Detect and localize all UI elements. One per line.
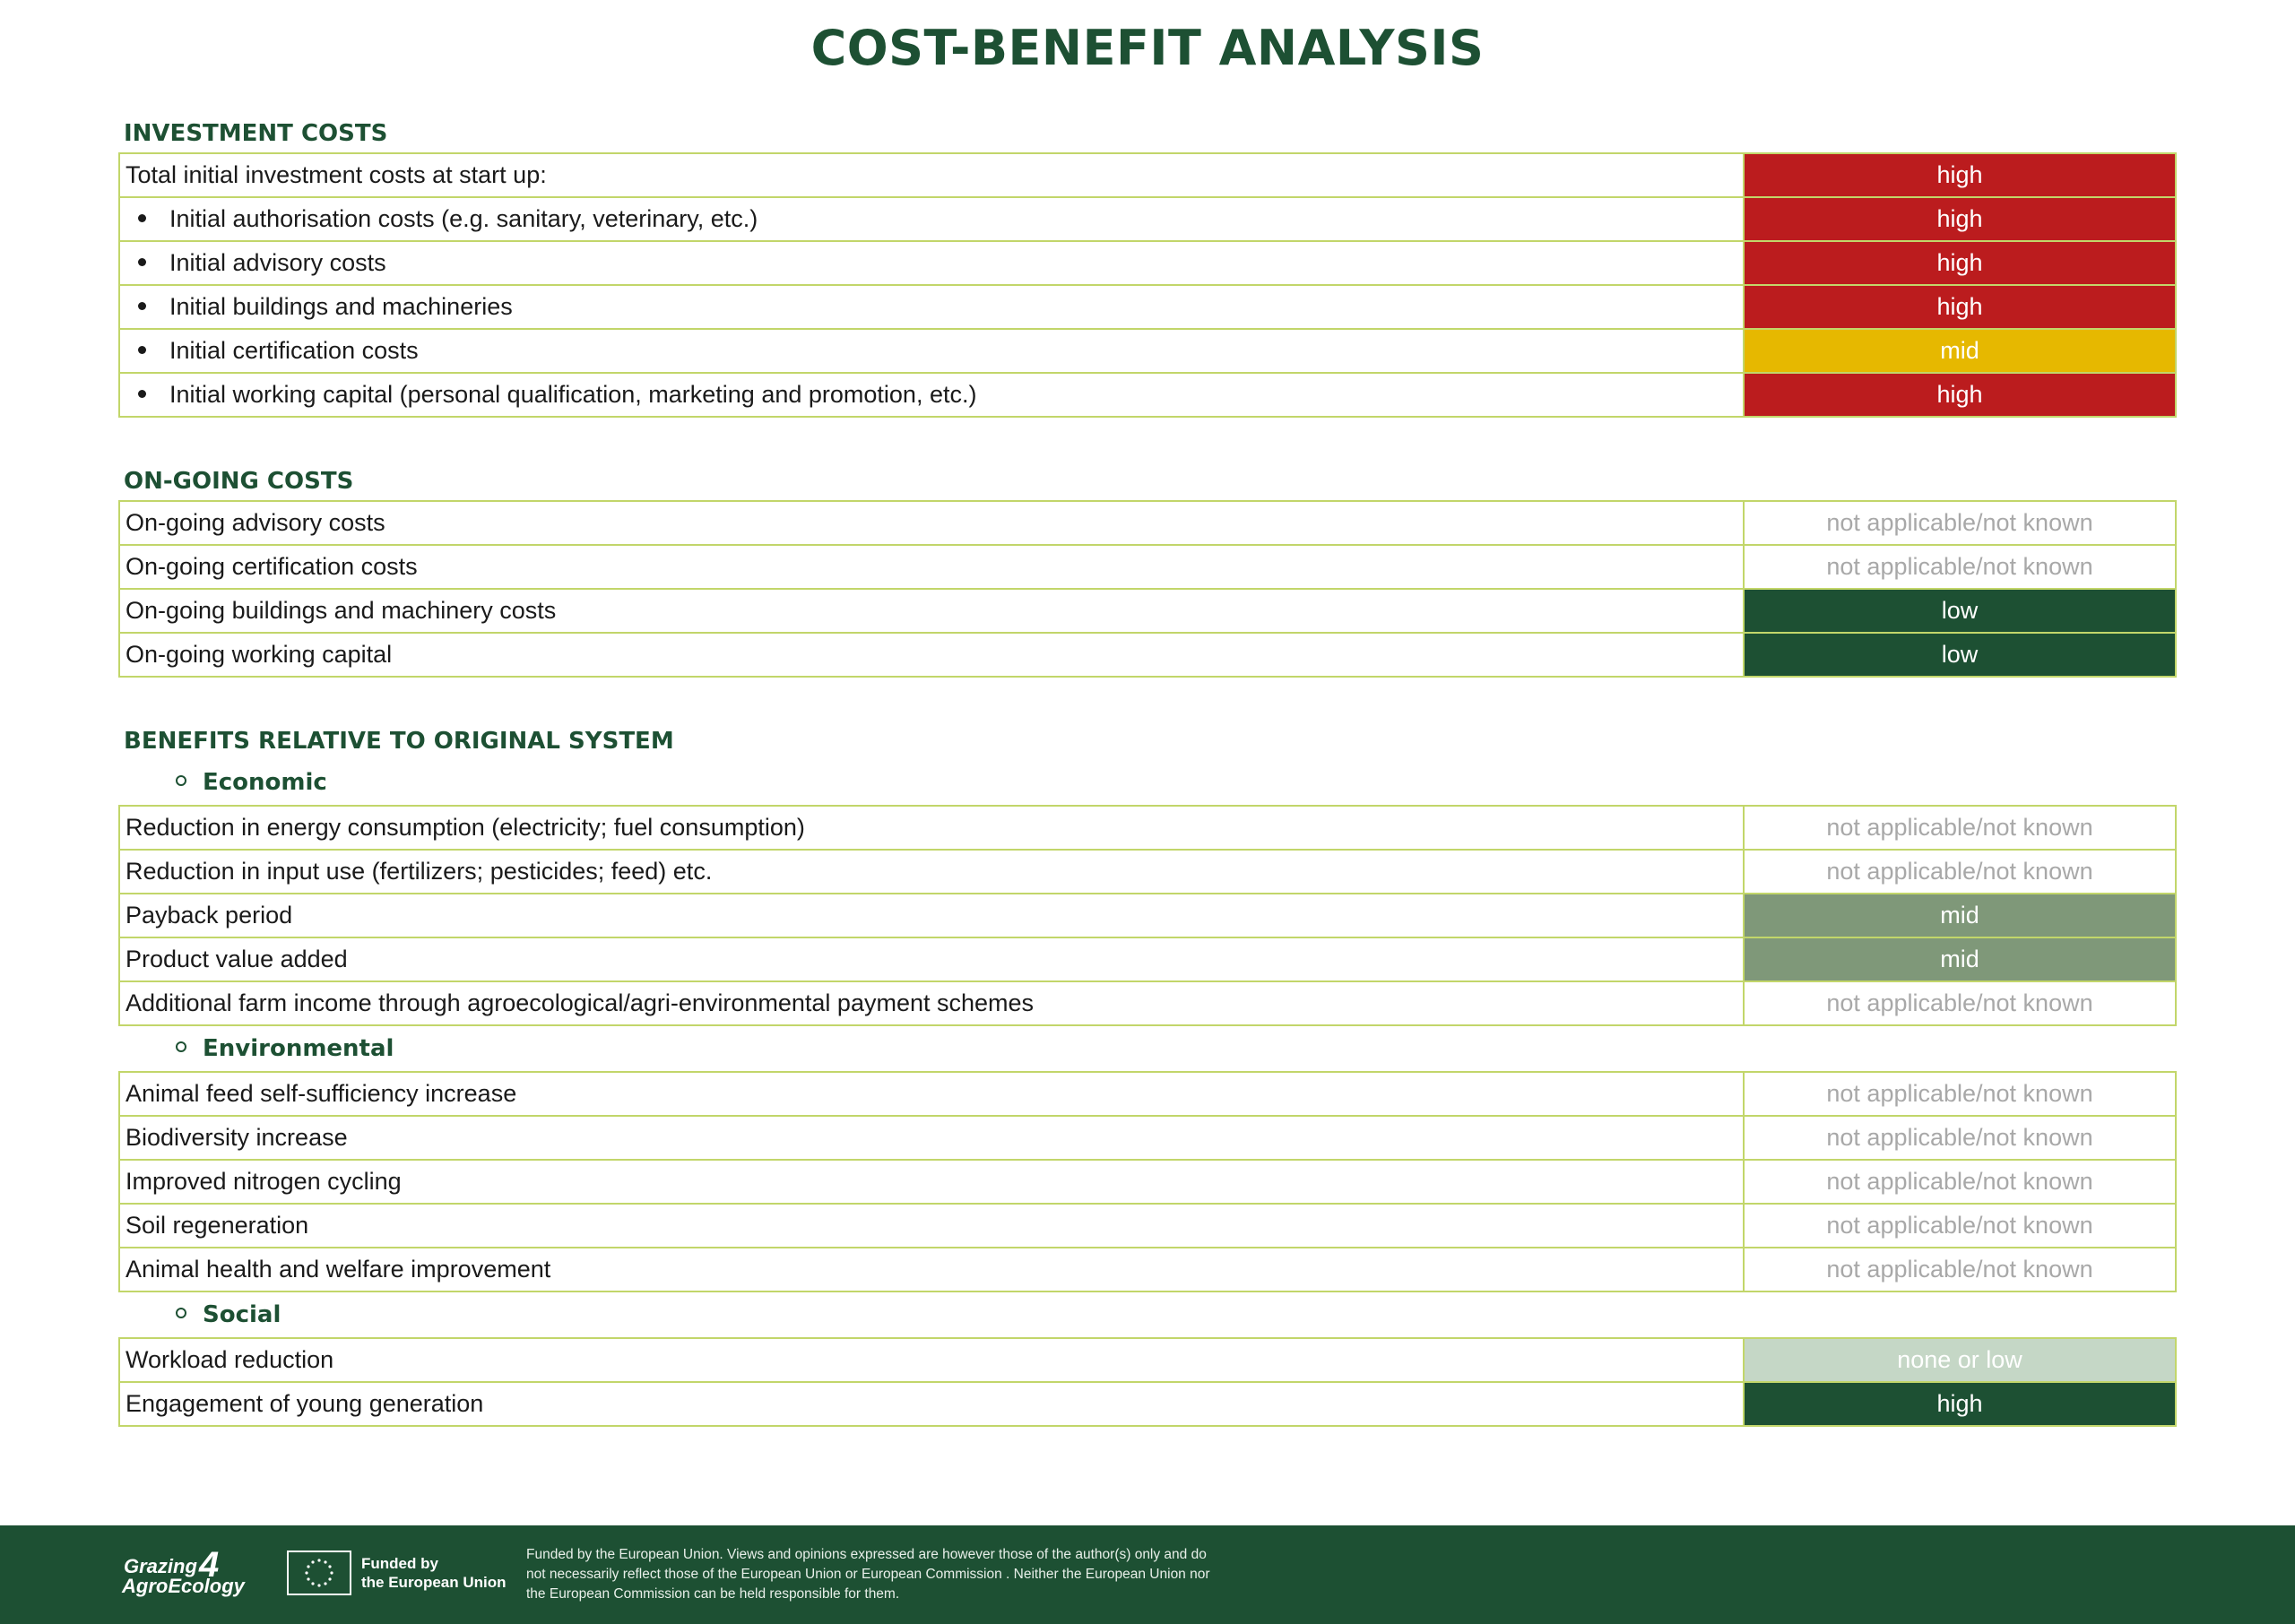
rating-cell: mid: [1744, 894, 2176, 937]
bullet-icon: [138, 214, 146, 222]
row-label: Reduction in input use (fertilizers; pesticides; feed) etc.: [119, 850, 1744, 894]
rating-cell: not applicable/not known: [1744, 806, 2176, 850]
rating-cell: not applicable/not known: [1744, 545, 2176, 589]
table-row: [119, 937, 2176, 981]
table-row: [119, 241, 2176, 285]
environmental-benefits-table: [118, 1071, 2177, 1292]
circle-bullet-icon: [176, 775, 186, 786]
table-row: [119, 850, 2176, 894]
eu-flag-icon: [287, 1551, 351, 1595]
rating-cell: high: [1744, 241, 2176, 285]
eu-stars-icon: [289, 1552, 350, 1594]
section-gap: [118, 678, 2177, 722]
row-label: Soil regeneration: [119, 1204, 1744, 1248]
table-row: [119, 1160, 2176, 1204]
table-row: [119, 589, 2176, 633]
grazing-agroecology-logo: [122, 1547, 260, 1602]
row-label: [119, 241, 1744, 285]
content: [118, 115, 2177, 1427]
table-row: [119, 197, 2176, 241]
table-row: [119, 1116, 2176, 1160]
rating-cell: not applicable/not known: [1744, 1204, 2176, 1248]
eu-text-line2: the European Union: [361, 1574, 507, 1591]
table-row: [119, 373, 2176, 417]
row-label-text: Initial buildings and machineries: [169, 293, 513, 320]
rating-cell: not applicable/not known: [1744, 850, 2176, 894]
disclaimer-text: Funded by the European Union. Views and opinions expressed are however those of the author(s) only and do not necessarily reflect those of the European Union or European Commission . Neither the European Union nor the European Commission can be held responsible for them.: [526, 1547, 1210, 1602]
rating-cell: mid: [1744, 937, 2176, 981]
row-label: On-going working capital: [119, 633, 1744, 677]
row-label: Total initial investment costs at start up:: [119, 153, 1744, 197]
row-label: Animal feed self-sufficiency increase: [119, 1072, 1744, 1116]
row-label: Payback period: [119, 894, 1744, 937]
table-row: [119, 806, 2176, 850]
rating-cell: not applicable/not known: [1744, 1116, 2176, 1160]
table-row: [119, 545, 2176, 589]
rating-cell: not applicable/not known: [1744, 1248, 2176, 1291]
rating-cell: not applicable/not known: [1744, 981, 2176, 1025]
logo-badge: 4: [199, 1545, 220, 1585]
ongoing-costs-heading: ON-GOING COSTS: [124, 468, 354, 495]
row-label: On-going certification costs: [119, 545, 1744, 589]
row-label: [119, 329, 1744, 373]
ongoing-costs-table: [118, 500, 2177, 678]
economic-heading: [118, 760, 2177, 805]
logo-text-line1: Grazing: [124, 1555, 197, 1577]
rating-cell: low: [1744, 633, 2176, 677]
rating-cell: high: [1744, 373, 2176, 417]
row-label: Product value added: [119, 937, 1744, 981]
row-label: Reduction in energy consumption (electricity; fuel consumption): [119, 806, 1744, 850]
benefits-heading: BENEFITS RELATIVE TO ORIGINAL SYSTEM: [124, 728, 674, 755]
table-row: [119, 1072, 2176, 1116]
table-row: [119, 1338, 2176, 1382]
table-row: [119, 894, 2176, 937]
table-row: [119, 633, 2176, 677]
row-label: Workload reduction: [119, 1338, 1744, 1382]
row-label: [119, 373, 1744, 417]
rating-cell: mid: [1744, 329, 2176, 373]
table-row: [119, 329, 2176, 373]
circle-bullet-icon: [176, 1041, 186, 1052]
social-benefits-table: [118, 1337, 2177, 1427]
eu-funding-label: [361, 1554, 507, 1592]
row-label-text: Initial authorisation costs (e.g. sanitary, veterinary, etc.): [169, 205, 758, 232]
row-label: [119, 197, 1744, 241]
rating-cell: not applicable/not known: [1744, 1160, 2176, 1204]
row-label: Animal health and welfare improvement: [119, 1248, 1744, 1291]
environmental-heading: [118, 1026, 2177, 1071]
row-label: Improved nitrogen cycling: [119, 1160, 1744, 1204]
row-label: On-going advisory costs: [119, 501, 1744, 545]
social-heading-text: Social: [203, 1301, 281, 1328]
row-label: Additional farm income through agroecological/agri-environmental payment schemes: [119, 981, 1744, 1025]
table-row: [119, 501, 2176, 545]
logo-text-line2: AgroEcology: [122, 1575, 245, 1597]
table-row: [119, 1382, 2176, 1426]
rating-cell: high: [1744, 197, 2176, 241]
footer: [0, 1525, 2295, 1624]
eu-text-line1: Funded by: [361, 1555, 438, 1572]
rating-cell: not applicable/not known: [1744, 501, 2176, 545]
rating-cell: not applicable/not known: [1744, 1072, 2176, 1116]
environmental-heading-text: Environmental: [203, 1035, 394, 1062]
table-row: [119, 1204, 2176, 1248]
table-row: [119, 153, 2176, 197]
rating-cell: low: [1744, 589, 2176, 633]
rating-cell: high: [1744, 153, 2176, 197]
bullet-icon: [138, 346, 146, 354]
row-label-text: Initial certification costs: [169, 337, 419, 364]
row-label: Engagement of young generation: [119, 1382, 1744, 1426]
row-label-text: Initial working capital (personal qualification, marketing and promotion, etc.): [169, 381, 977, 408]
bullet-icon: [138, 258, 146, 266]
rating-cell: high: [1744, 285, 2176, 329]
circle-bullet-icon: [176, 1308, 186, 1318]
economic-heading-text: Economic: [203, 769, 327, 796]
row-label: Biodiversity increase: [119, 1116, 1744, 1160]
rating-cell: high: [1744, 1382, 2176, 1426]
investment-costs-heading: INVESTMENT COSTS: [124, 120, 388, 147]
bullet-icon: [138, 390, 146, 398]
row-label: On-going buildings and machinery costs: [119, 589, 1744, 633]
table-row: [119, 285, 2176, 329]
rating-cell: none or low: [1744, 1338, 2176, 1382]
social-heading: [118, 1292, 2177, 1337]
section-gap: [118, 418, 2177, 462]
row-label-text: Initial advisory costs: [169, 249, 386, 276]
page-title: COST-BENEFIT ANALYSIS: [810, 20, 1485, 76]
table-row: [119, 1248, 2176, 1291]
investment-costs-table: [118, 152, 2177, 418]
economic-benefits-table: [118, 805, 2177, 1026]
table-row: [119, 981, 2176, 1025]
row-label: [119, 285, 1744, 329]
bullet-icon: [138, 302, 146, 310]
